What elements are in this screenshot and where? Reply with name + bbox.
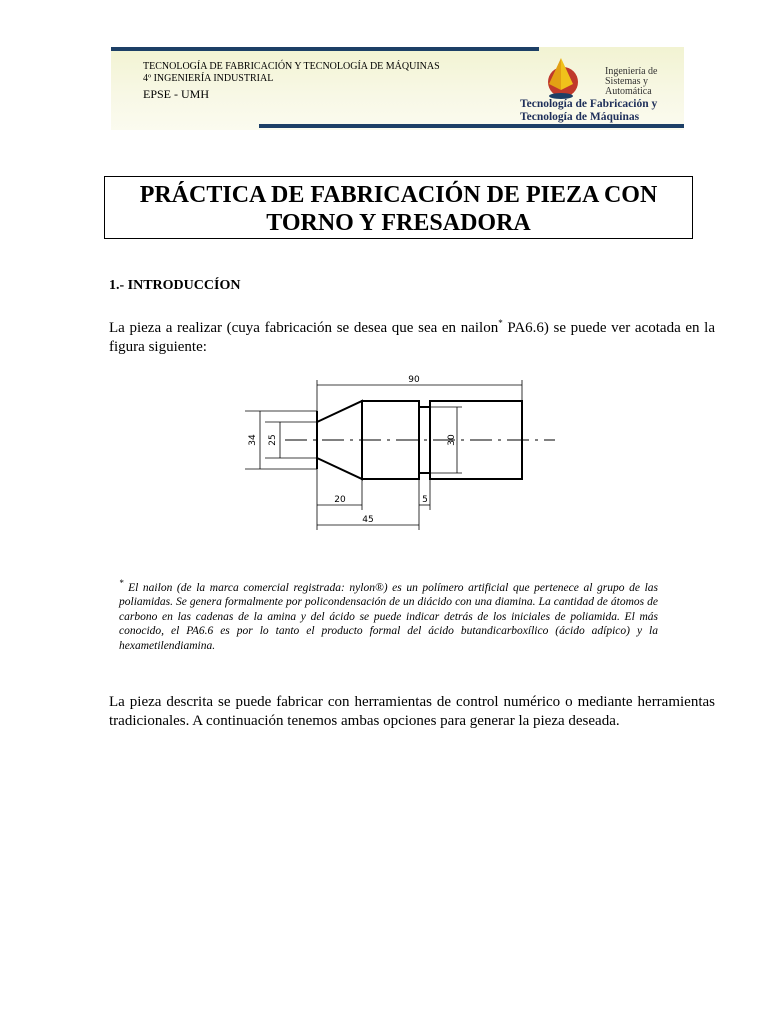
footnote-mark: * (498, 318, 503, 328)
logo-caption-line: Ingeniería de (605, 66, 658, 77)
logo-title-line: Tecnología de Máquinas (520, 111, 640, 123)
page-header (111, 47, 684, 130)
header-school: EPSE - UMH (143, 87, 210, 101)
options-paragraph: La pieza descrita se puede fabricar con herramientas de control numérico o mediante herramientas tradicionales. A continuación tenemos ambas opciones para generar la pieza deseada. (109, 694, 715, 729)
dim-label-5: 5 (422, 495, 428, 505)
document-title (104, 176, 693, 239)
header-top-bar (111, 47, 539, 51)
logo-caption (605, 67, 657, 97)
title-line-2: TORNO Y FRESADORA (266, 210, 531, 236)
intro-paragraph (109, 314, 715, 357)
intro-text-b: PA6.6) se puede ver acotada en la figura siguiente: (109, 320, 715, 355)
header-degree: 4º INGENIERÍA INDUSTRIAL (143, 73, 274, 84)
footnote (119, 576, 658, 653)
extension-lines (245, 380, 522, 530)
dimension-lines (260, 385, 522, 525)
logo-title-line: Tecnología de Fabricación y (520, 98, 658, 110)
dim-label-d34: 34 (248, 434, 258, 446)
title-line-1: PRÁCTICA DE FABRICACIÓN DE PIEZA CON (139, 182, 658, 208)
header-bottom-bar (259, 124, 684, 128)
header-text (143, 61, 440, 100)
logo-caption-line: Sistemas y (605, 76, 649, 87)
header-course: TECNOLOGÍA DE FABRICACIÓN Y TECNOLOGÍA DE MÁQUINAS (143, 61, 440, 72)
section-heading: 1.- INTRODUCCÍON (109, 278, 241, 293)
dim-label-d25: 25 (268, 434, 278, 446)
dim-label-45: 45 (362, 515, 374, 525)
footnote-text: El nailon (de la marca comercial registrada: nylon®) es un polímero artificial que pertenece al grupo de las poliamidas. Se genera formalmente por policondensación de un diácido con una diamina. La cantidad de átomos de carbono en las cadenas de la amina y del ácido se puede indicar detrás de los iniciales de poliamida. El más conocido, el PA6.6 es por lo tanto el producto formal del ácido butandicarboxílico (ácido adípico) y la hexametilendiamina. (119, 581, 658, 652)
part-drawing (230, 370, 560, 535)
intro-text-a: La pieza a realizar (cuya fabricación se desea que sea en nailon (109, 320, 499, 336)
logo-caption-line: Automática (605, 86, 652, 97)
dim-label-total: 90 (408, 375, 420, 385)
dim-label-20: 20 (334, 495, 346, 505)
department-logo-icon (545, 56, 579, 101)
footnote-marker: * (119, 578, 124, 588)
logo-title (520, 98, 657, 124)
dim-label-d30: 30 (447, 434, 457, 446)
